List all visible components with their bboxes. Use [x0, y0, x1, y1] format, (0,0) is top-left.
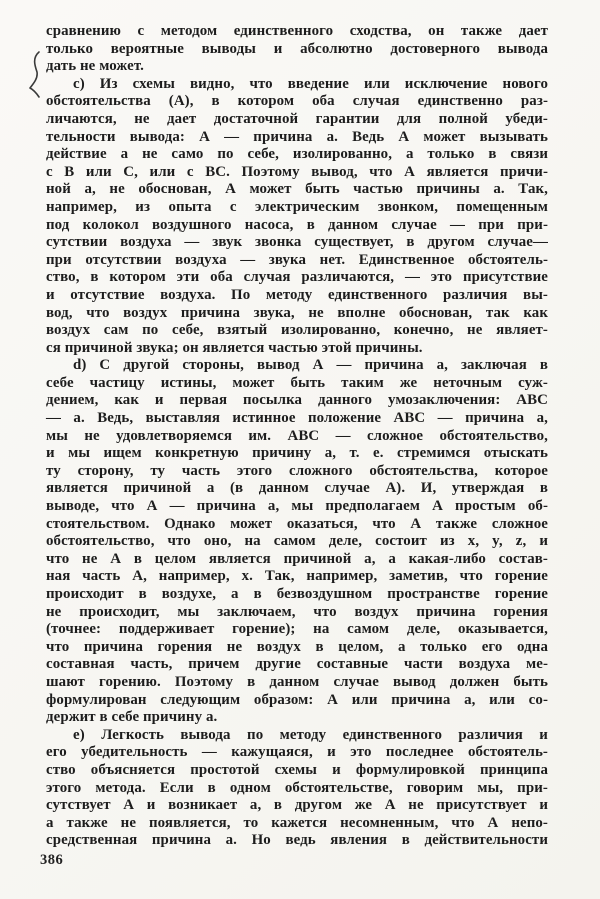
text-line: составная часть, причем другие составные части воздуха ме-: [46, 656, 548, 673]
text-line: только вероятные выводы и абсолютно достоверного вывода: [46, 40, 548, 57]
text-line: и мы ищем конкретную причину а, т. е. стремимся отыскать: [46, 445, 548, 462]
text-line: дением, как и первая посылка данного умозаключения: АВС: [46, 392, 548, 409]
text-line: и отсутствие воздуха. По методу единственного различия вы-: [46, 286, 548, 303]
text-line: например, из опыта с электрическим звонком, помещенным: [46, 198, 548, 215]
text-line: сутствии воздуха — звук звонка существует, в другом случае—: [46, 234, 548, 251]
text-line: — а. Ведь, выставляя истинное положение АВС — причина а,: [46, 410, 548, 427]
text-line: себе частицу истины, может быть таким же неточным суж-: [46, 374, 548, 391]
text-line: что не А в целом является причиной а, а какая-либо состав-: [46, 550, 548, 567]
text-line: вод, что воздух причина звука, не вполне обоснован, так как: [46, 304, 548, 321]
text-line: с В или С, или с ВС. Поэтому вывод, что А является причи-: [46, 163, 548, 180]
text-line: обстоятельства (А), в котором оба случая единственно раз-: [46, 93, 548, 110]
text-line: с) Из схемы видно, что введение или исключение нового: [73, 75, 548, 92]
text-line: действие а не само по себе, изолированно, а только в связи: [46, 146, 548, 163]
text-line: при отсутствии воздуха — звука нет. Единственное обстоятель-: [46, 251, 548, 268]
text-line: а также не появляется, то кажется несомненным, что А непо-: [46, 814, 548, 831]
text-line: личаются, не дает достаточной гарантии для полной убеди-: [46, 110, 548, 127]
page-number: 386: [40, 852, 64, 868]
text-line: d) С другой стороны, вывод А — причина а, заключая в: [73, 357, 548, 374]
text-line: воздух сам по себе, взятый изолированно, конечно, не являет-: [46, 322, 548, 339]
text-line: его убедительность — кажущаяся, и это последнее обстоятель-: [46, 744, 548, 761]
text-line: ство, в котором эти оба случая различаются, — это присутствие: [46, 269, 548, 286]
text-line: мы не удовлетворяемся им. АВС — сложное обстоятельство,: [46, 427, 548, 444]
text-line: ту сторону, ту часть этого сложного обстоятельства, которое: [46, 462, 548, 479]
text-line: ная часть А, например, x. Так, например, заметив, что горение: [46, 568, 548, 585]
text-line: (точнее: поддерживает горение); на самом деле, оказывается,: [46, 621, 548, 638]
text-line: средственная причина а. Но ведь явления в действительности: [46, 832, 548, 849]
text-line: е) Легкость вывода по методу единственного различия и: [73, 726, 548, 743]
text-line: ся причиной звука; он является частью этой причины.: [46, 339, 423, 356]
text-line: сутствует А и возникает а, в другом же А не присутствует и: [46, 797, 548, 814]
text-line: происходит в воздухе, а в безвоздушном пространстве горение: [46, 586, 548, 602]
text-line: сравнению с методом единственного сходства, он также дает: [46, 23, 548, 39]
text-line: формулирован следующим образом: А или причина а, или со-: [46, 691, 548, 708]
text-block: [46, 23, 548, 850]
text-line: выводе, что А — причина а, мы предполагаем А простым об-: [46, 498, 548, 515]
text-line: этого метода. Если в одном обстоятельстве, говорим мы, при-: [46, 779, 548, 796]
text-line: является причиной а (в данном случае А). И, утверждая в: [46, 480, 548, 497]
handwritten-margin-mark-icon: [26, 50, 48, 98]
text-line: под колокол воздушного насоса, в данном случае — при при-: [46, 216, 548, 233]
text-line: не происходит, мы заключаем, что воздух причина горения: [46, 603, 548, 620]
text-line: стоятельством. Однако может оказаться, что А также сложное: [46, 515, 548, 532]
text-line: что причина горения не воздух в целом, а только его одна: [46, 638, 548, 655]
text-line: ство объясняется простотой схемы и формулировкой принципа: [46, 761, 548, 778]
text-line: шают горению. Поэтому в данном случае вывод должен быть: [46, 673, 548, 690]
text-line: держит в себе причину а.: [46, 709, 218, 726]
text-line: ной а, не обоснован, А может быть частью причины а. Так,: [46, 181, 548, 198]
text-line: тельности вывода: А — причина а. Ведь А может вызывать: [46, 128, 548, 145]
text-line: обстоятельство, что оно, на самом деле, состоит из x, y, z, и: [46, 533, 548, 550]
text-line: дать не может.: [46, 58, 144, 75]
